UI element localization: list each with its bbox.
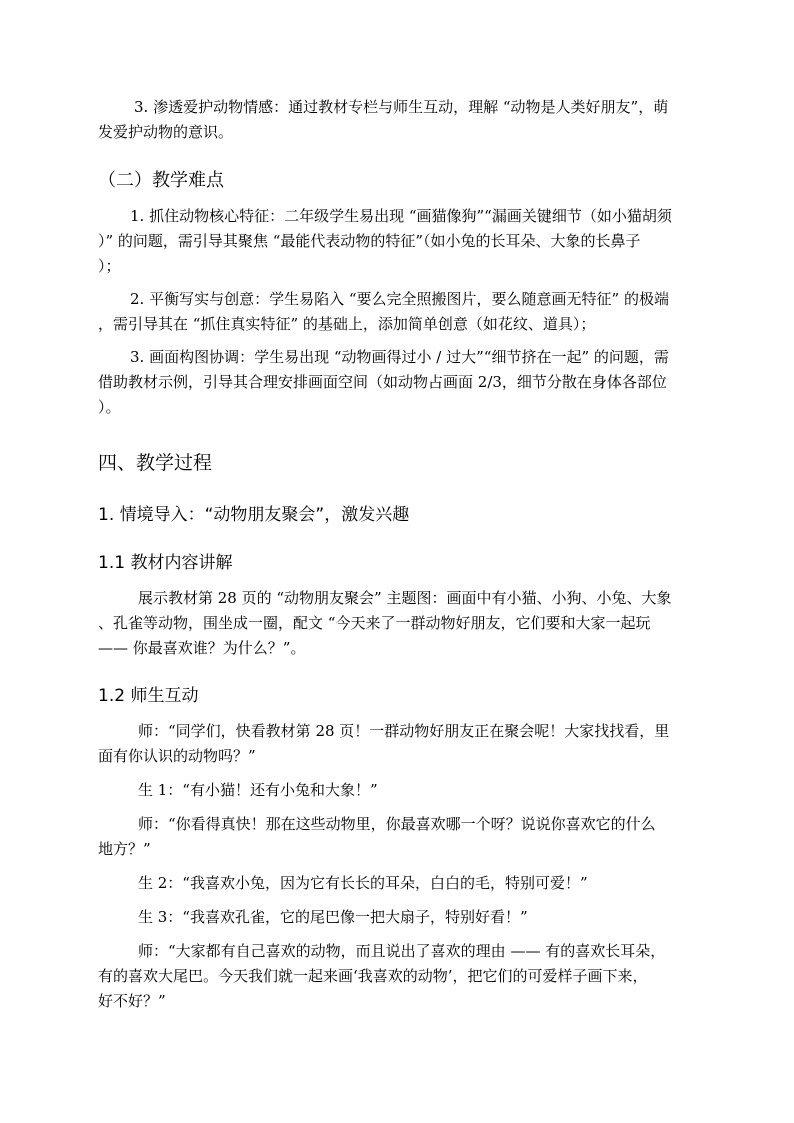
teacher-1-line-2: 面有你认识的动物吗？” [98, 747, 256, 765]
difficulty-1-line-2: ）” 的问题，需引导其聚焦 “最能代表动物的特征”（如小兔的长耳朵、大象的长鼻子 [98, 232, 641, 250]
step-1-heading: 1. 情境导入：“动物朋友聚会”，激发兴趣 [98, 505, 410, 525]
difficulty-3-line-3: ）。 [98, 398, 121, 416]
process-heading: 四、教学过程 [98, 452, 213, 474]
difficulty-heading: （二）教学难点 [98, 170, 224, 191]
difficulty-3-line-2: 借助教材示例，引导其合理安排画面空间（如动物占画面 2/3，细节分散在身体各部位 [98, 373, 667, 391]
teacher-3-line-2: 有的喜欢大尾巴。今天我们就一起来画‘我喜欢的动物’，把它们的可爱样子画下来， [98, 967, 648, 985]
difficulty-2-line-1: 2. 平衡写实与创意：学生易陷入 “要么完全照搬图片，要么随意画无特征” 的极端 [130, 290, 669, 308]
difficulty-1-line-1: 1. 抓住动物核心特征：二年级学生易出现 “画猫像狗”“漏画关键细节（如小猫胡须 [130, 207, 672, 225]
teacher-2-line-1: 师：“你看得真快！那在这些动物里，你最喜欢哪一个呀？说说你喜欢它的什么 [138, 815, 656, 833]
sub1-text-line-1: 展示教材第 28 页的 “动物朋友聚会” 主题图：画面中有小猫、小狗、小兔、大象 [138, 589, 672, 607]
student-3-line: 生 3：“我喜欢孔雀，它的尾巴像一把大扇子，特别好看！” [138, 908, 528, 926]
teacher-1-line-1: 师：“同学们，快看教材第 28 页！一群动物好朋友正在聚会呢！大家找找看，里 [138, 722, 670, 740]
teacher-3-line-1: 师：“大家都有自己喜欢的动物，而且说出了喜欢的理由 —— 有的喜欢长耳朵， [138, 942, 666, 960]
difficulty-1-line-3: ）； [98, 257, 121, 275]
teacher-2-line-2: 地方？” [98, 840, 151, 858]
objective-3-line-2: 发爱护动物的意识。 [98, 123, 234, 141]
objective-3-line-1: 3. 渗透爱护动物情感：通过教材专栏与师生互动，理解 “动物是人类好朋友”，萌 [134, 98, 669, 116]
subsection-1-1-heading: 1.1 教材内容讲解 [98, 553, 233, 573]
teacher-3-line-3: 好不好？” [98, 992, 166, 1010]
difficulty-3-line-1: 3. 画面构图协调：学生易出现 “动物画得过小 / 过大”“细节挤在一起” 的问题，需 [130, 348, 669, 366]
student-2-line: 生 2：“我喜欢小兔，因为它有长长的耳朵，白白的毛，特别可爱！” [138, 874, 588, 892]
difficulty-2-line-2: ，需引导其在 “抓住真实特征” 的基础上，添加简单创意（如花纹、道具）； [98, 315, 596, 333]
subsection-1-2-heading: 1.2 师生互动 [98, 686, 199, 706]
sub1-text-line-2: 、孔雀等动物，围坐成一圈，配文 “今天来了一群动物好朋友，它们要和大家一起玩 [98, 614, 651, 632]
student-1-line: 生 1：“有小猫！还有小兔和大象！” [138, 781, 378, 799]
sub1-text-line-3: —— 你最喜欢谁？为什么？”。 [98, 639, 306, 657]
